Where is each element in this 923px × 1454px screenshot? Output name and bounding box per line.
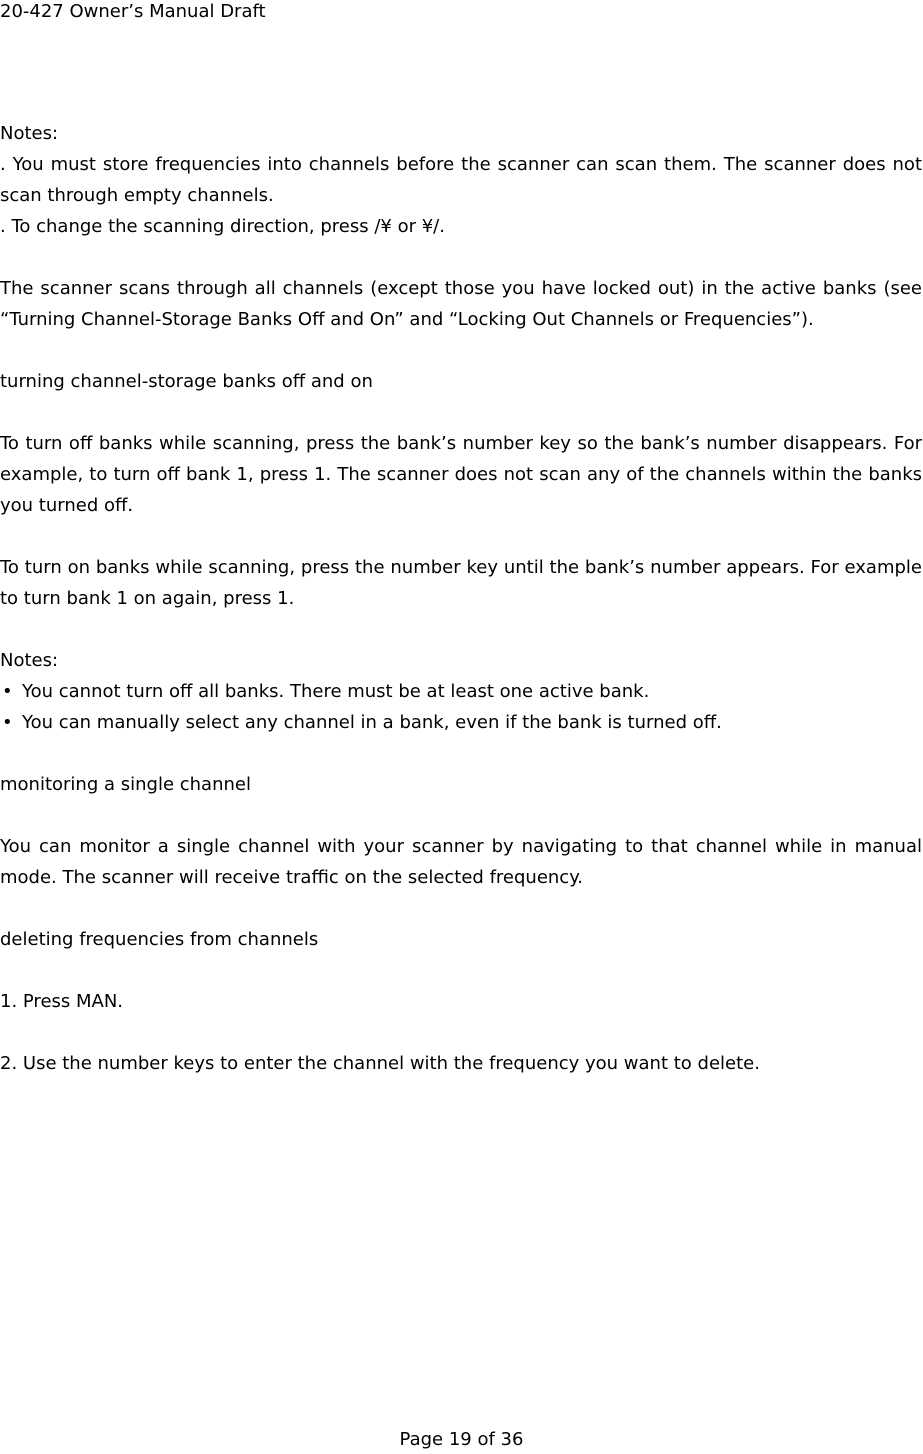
document-header xyxy=(0,0,266,24)
section-heading-delete: deleting frequencies from channels xyxy=(0,929,319,950)
note-store-frequencies: . You must store frequencies into channels before the scanner can scan them. The scanner does not scan through empty channels. xyxy=(0,154,922,206)
paragraph-turn-off-banks: To turn off banks while scanning, press the bank’s number key so the bank’s number disappears. For example, to turn off bank 1, press 1. The scanner does not scan any of the channels within the banks you turned off. xyxy=(0,433,922,516)
section-heading-banks: turning channel-storage banks off and on xyxy=(0,371,373,392)
section-heading-monitor: monitoring a single channel xyxy=(0,774,251,795)
list-item-text: You cannot turn off all banks. There must be at least one active bank. xyxy=(22,681,650,702)
page-content xyxy=(0,118,922,1079)
list-item xyxy=(0,707,922,738)
step-1: 1. Press MAN. xyxy=(0,991,124,1012)
paragraph-monitor-channel: You can monitor a single channel with your scanner by navigating to that channel while in manual mode. The scanner will receive traffic on the selected frequency. xyxy=(0,836,922,888)
page-footer xyxy=(0,1428,923,1452)
page-number: Page 19 of 36 xyxy=(399,1429,524,1450)
bullet-icon: • xyxy=(2,681,13,702)
paragraph-active-banks: The scanner scans through all channels (except those you have locked out) in the active banks (see “Turning Channel-Storage Banks Off and On” and “Locking Out Channels or Frequencies”). xyxy=(0,278,922,330)
notes-label: Notes: xyxy=(0,650,59,671)
paragraph-turn-on-banks: To turn on banks while scanning, press the number key until the bank’s number appears. For example to turn bank 1 on again, press 1. xyxy=(0,557,922,609)
step-2: 2. Use the number keys to enter the channel with the frequency you want to delete. xyxy=(0,1053,760,1074)
note-scan-direction: . To change the scanning direction, press /¥ or ¥/. xyxy=(0,216,445,237)
bullet-icon: • xyxy=(2,712,13,733)
notes-label: Notes: xyxy=(0,123,59,144)
list-item xyxy=(0,676,922,707)
list-item-text: You can manually select any channel in a bank, even if the bank is turned off. xyxy=(22,712,722,733)
header-title: 20-427 Owner’s Manual Draft xyxy=(0,1,266,22)
